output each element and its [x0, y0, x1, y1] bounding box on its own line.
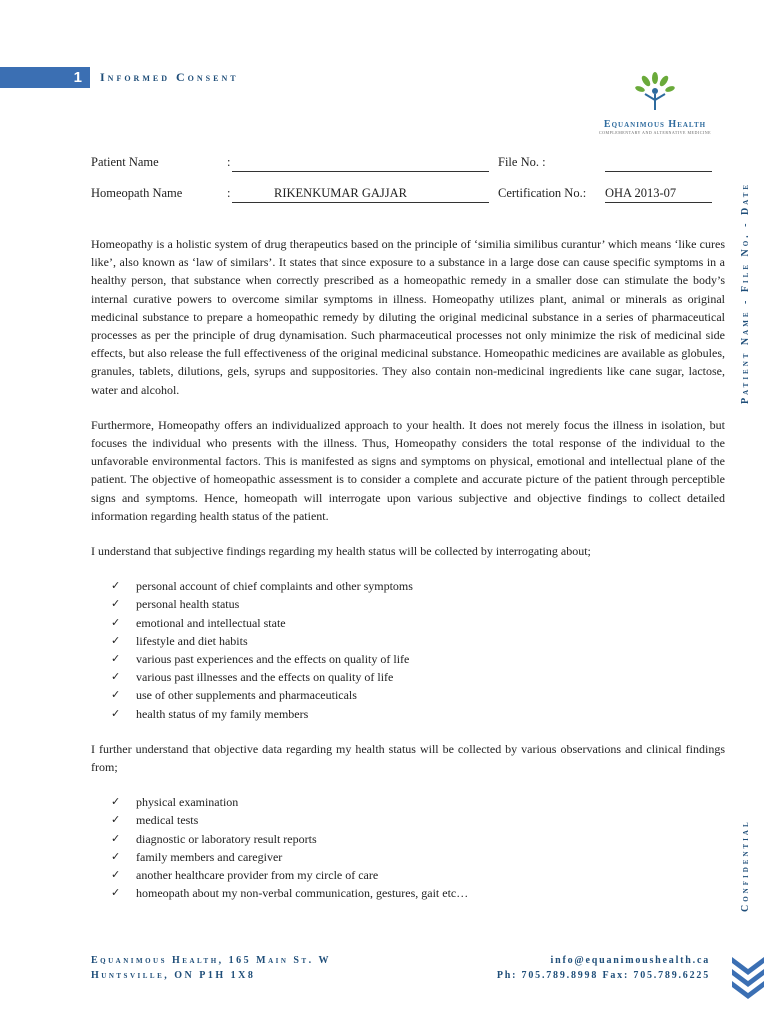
check-icon: ✓: [111, 597, 121, 611]
header-fields: [91, 155, 716, 217]
check-icon: ✓: [111, 831, 121, 845]
check-icon: ✓: [111, 615, 121, 629]
subjective-list: [91, 577, 725, 723]
homeopath-name-value: RIKENKUMAR GAJJAR: [274, 186, 407, 200]
paragraph-homeopathy-intro: Homeopathy is a holistic system of drug therapeutics based on the principle of ‘similia similibus curantur’ which means ‘like cures like’, also known as ‘law of similars’. It states that since exposure to a substance in a large dose can cause specific symptoms in a healthy person, that substance when correctly prescribed as a homeopathic remedy in a smaller dose can stimulate the body’s internal curative powers to overcome similar symptoms in illness. Homeopathy utilizes plant, animal or minerals as original medicinal substance to prepare a homeopathic remedy by diluting the original medicinal substance in a series of pharmaceutical processes as per the principle of drug dynamisation. Such pharmaceutical processes not only minimize the risk of medicinal side effects, but also release the full effectiveness of the original medicinal substance. Homeopathic medicines are available as globules, granules, tablets, dilutions, gels, syrups and suppositories. They also contain non-medicinal ingredients like cane sugar, lactose, water and alcohol.: [91, 237, 725, 397]
side-label-patient-file-date: Patient Name - File No. - Date: [740, 181, 751, 404]
list-item: ✓ health status of my family members: [111, 705, 725, 723]
patient-name-row: [91, 155, 716, 186]
logo-tagline: COMPLEMENTARY AND ALTERNATIVE MEDICINE: [598, 130, 712, 135]
list-item: ✓ personal account of chief complaints and other symptoms: [111, 577, 725, 595]
section-title: Informed Consent: [100, 70, 239, 84]
check-icon: ✓: [111, 579, 121, 593]
list-item: ✓ homeopath about my non-verbal communication, gestures, gait etc…: [111, 884, 725, 902]
footer-address: [91, 953, 331, 983]
footer-phone: Ph: 705.789.8998 Fax: 705.789.6225: [496, 970, 710, 981]
footer-contact: [497, 953, 710, 983]
check-icon: ✓: [111, 813, 121, 827]
homeopath-name-label: Homeopath Name: [91, 186, 183, 200]
homeopath-name-separator: :: [227, 186, 231, 200]
logo: [596, 70, 714, 135]
certification-field[interactable]: [605, 202, 712, 203]
section-number: 1: [0, 67, 90, 88]
side-label-confidential: Confidential: [740, 819, 751, 912]
check-icon: ✓: [111, 688, 121, 702]
check-icon: ✓: [111, 795, 121, 809]
list-item: ✓ use of other supplements and pharmaceuticals: [111, 686, 725, 704]
list-item: ✓ various past experiences and the effects on quality of life: [111, 650, 725, 668]
footer-address-line1: Equanimous Health, 165 Main St. W: [91, 955, 331, 966]
patient-name-label: Patient Name: [91, 155, 159, 169]
homeopath-name-field[interactable]: [232, 202, 489, 203]
patient-name-field[interactable]: [232, 171, 489, 172]
list-item: ✓ emotional and intellectual state: [111, 614, 725, 632]
check-icon: ✓: [111, 849, 121, 863]
patient-name-separator: :: [227, 155, 231, 169]
paragraph-objective-intro: I further understand that objective data regarding my health status will be collected by various observations and clinical findings from;: [91, 741, 725, 775]
list-item: ✓ physical examination: [111, 793, 725, 811]
logo-name: Equanimous Health: [603, 119, 707, 130]
consent-body: [91, 235, 725, 920]
check-icon: ✓: [111, 633, 121, 647]
footer-address-line2: Huntsville, ON P1H 1X8: [91, 970, 256, 981]
tree-logo-icon: [633, 70, 677, 112]
list-item: ✓ lifestyle and diet habits: [111, 632, 725, 650]
list-item: ✓ personal health status: [111, 595, 725, 613]
chevrons-down-icon: [730, 955, 766, 1005]
check-icon: ✓: [111, 868, 121, 882]
homeopath-row: [91, 186, 716, 217]
check-icon: ✓: [111, 706, 121, 720]
file-no-field[interactable]: [605, 171, 712, 172]
check-icon: ✓: [111, 652, 121, 666]
objective-list: [91, 793, 725, 902]
list-item: ✓ diagnostic or laboratory result reports: [111, 830, 725, 848]
footer-email-link[interactable]: info@equanimoushealth.ca: [550, 955, 710, 966]
check-icon: ✓: [111, 670, 121, 684]
list-item: ✓ family members and caregiver: [111, 848, 725, 866]
check-icon: ✓: [111, 886, 121, 900]
list-item: ✓ medical tests: [111, 811, 725, 829]
certification-value: OHA 2013-07: [605, 186, 677, 200]
paragraph-subjective-intro: I understand that subjective findings regarding my health status will be collected by interrogating about;: [91, 544, 591, 559]
paragraph-individualized: Furthermore, Homeopathy offers an individualized approach to your health. It does not merely focus the illness in isolation, but focuses the individual who presents with the illness. Thus, Homeopathy considers the total response of the individual to the unfavorable environmental factors. This is manifested as signs and symptoms on physical, emotional and intellectual plane of the patient. The objective of homeopathic assessment is to consider a complete and accurate picture of the patient through perceptible signs and symptoms. Hence, homeopath will interrogate upon various subjective and objective findings to collect detailed information regarding health status of the patient.: [91, 417, 725, 523]
list-item: ✓ another healthcare provider from my circle of care: [111, 866, 725, 884]
file-no-label: File No. :: [498, 155, 546, 169]
certification-label: Certification No.:: [498, 186, 587, 200]
list-item: ✓ various past illnesses and the effects on quality of life: [111, 668, 725, 686]
